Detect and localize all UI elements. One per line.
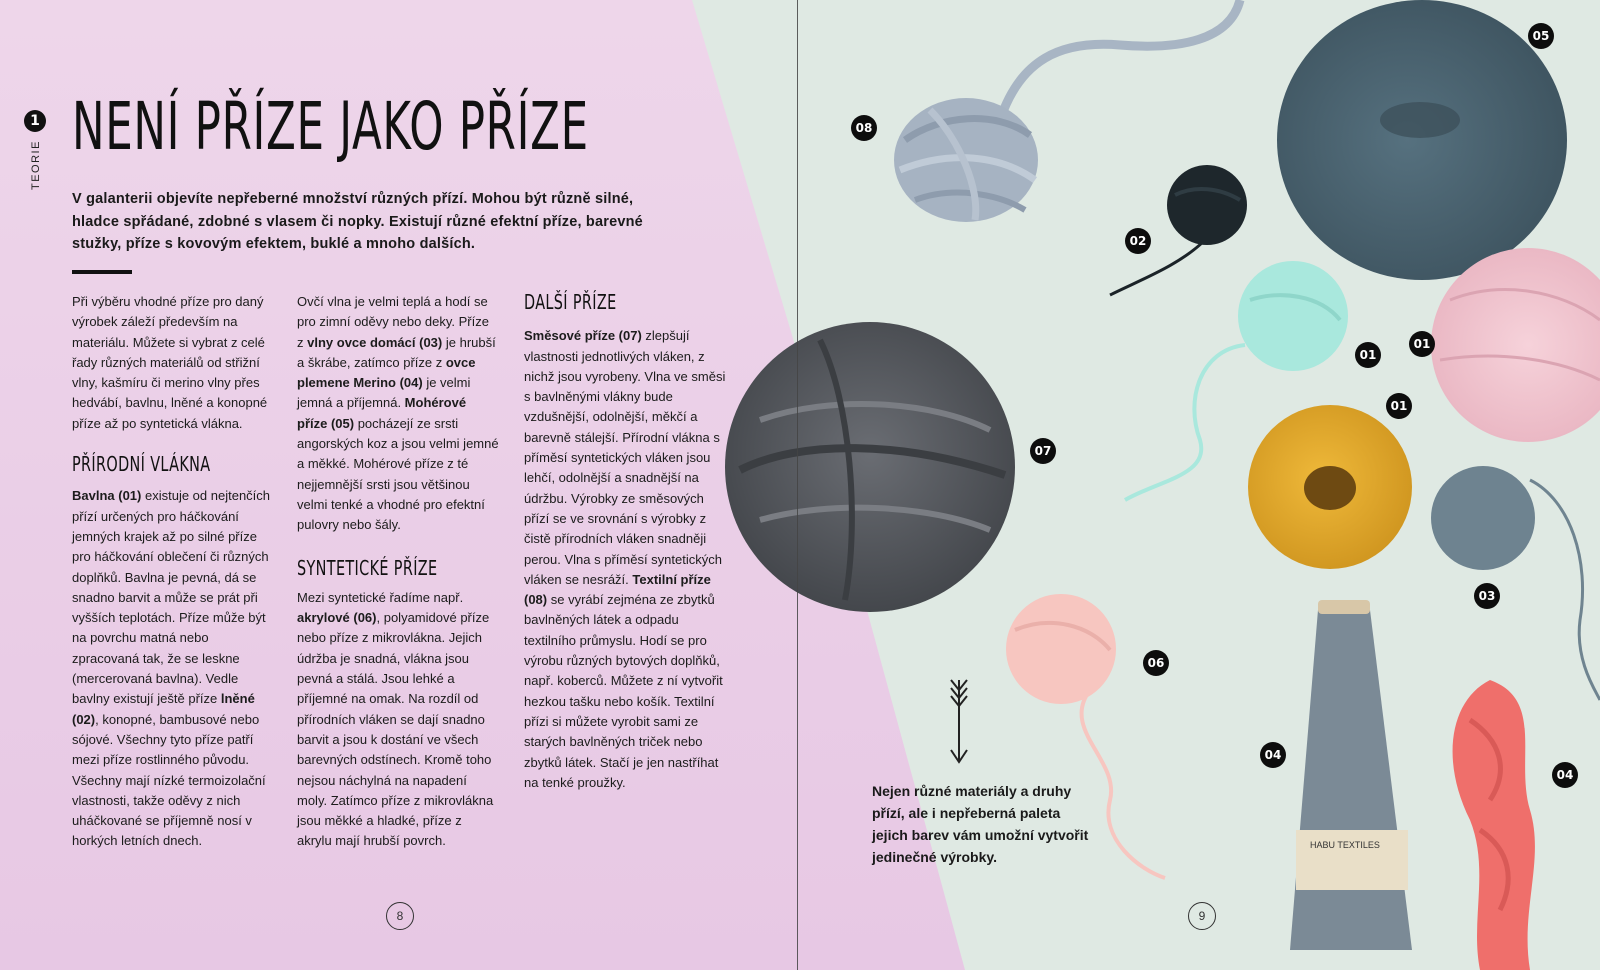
- text-span: zlepšují vlastnosti jednotlivých vláken, z nichž jsou vyrobeny. Vlna ve směsi s bavlněnými vlákny bude vzdušnější, odolnější, měkčí a barevně stálejší. Přírodní vlákna s příměsí syntetických vláken jsou lehčí, odolnější a snadnější na údržbu. Výrobky ze směsových přízí se ve srovnání s výrobky z čistě přírodních vláken snadněji perou. Vlna s příměsí syntetických vláken se nesráží.: [524, 328, 726, 587]
- cone-label: HABU TEXTILES: [1310, 840, 1380, 850]
- book-gutter: [797, 0, 798, 970]
- term-acrylic: akrylové (06): [297, 610, 377, 626]
- chapter-tab: [24, 110, 50, 190]
- page-title: NENÍ PŘÍZE JAKO PŘÍZE: [72, 88, 589, 165]
- term-merino: ovce plemene Merino (04): [297, 354, 476, 391]
- heading-natural-fibers: PŘÍRODNÍ VLÁKNA: [72, 452, 211, 477]
- page-number-right: 9: [1188, 902, 1216, 930]
- yarn-label: 08: [851, 115, 877, 141]
- yarn-label: 01: [1409, 331, 1435, 357]
- other-yarns-paragraph: [524, 326, 726, 793]
- text-span: Ovčí vlna je velmi teplá a hodí se pro zimní oděvy nebo deky. Příze z: [297, 294, 489, 350]
- title-rule: [72, 270, 132, 274]
- text-span: existuje od nejtenčích přízí určených pro háčkování jemných krajek až po silné příze pro háčkování oblečení či různých doplňků. Bavlna je pevná, dá se snadno barvit a může se prát při vyšších teplotách. Příze může být na povrchu matná nebo zpracovaná tak, že se leskne (mercerovaná bavlna). Vedle bavlny existují ještě příze: [72, 488, 271, 707]
- yarn-01-mustard: [1248, 405, 1412, 569]
- term-mohair: Mohérové příze (05): [297, 395, 467, 431]
- text-column-3: [524, 292, 726, 793]
- yarn-label: 03: [1474, 583, 1500, 609]
- page-number-left: 8: [386, 902, 414, 930]
- intro-paragraph: V galanterii objevíte nepřeberné množství různých přízí. Mohou být různě silné, hladce spřádané, zdobné s vlasem či nopky. Existují různé efektní příze, barevné stužky, příze s kovovým efektem, buklé a mnoho dalších.: [72, 191, 643, 252]
- heading-other-yarns: DALŠÍ PŘÍZE: [524, 290, 617, 314]
- wool-paragraph: [297, 292, 499, 536]
- yarn-label: 04: [1260, 742, 1286, 768]
- text-span: , konopné, bambusové nebo sójové. Všechny tyto příze patří mezi příze rostlinného původu. Všechny mají nízké termoizolační vlastnosti, takže oděvy z nich uháčkované se příjemně nosí v horkých letních dnech.: [72, 711, 266, 849]
- yarn-label: 04: [1552, 762, 1578, 788]
- text-span: pocházejí ze srsti angorských koz a jsou velmi jemné a měkké. Mohérové příze z té nejjemnější srsti jsou většinou velmi tenké a vhodné pro efektní pulovry nebo šály.: [297, 415, 499, 533]
- photo-caption: Nejen různé materiály a druhy přízí, ale i nepřeberná paleta jejich barev vám umožní vytvořit jedinečné výrobky.: [872, 783, 1089, 865]
- text-span: , polyamidové příze nebo příze z mikrovlákna. Jejich údržba je snadná, vlákna jsou pevná a stálá. Jsou lehké a příjemné na omak. Na rozdíl od přírodních vláken se dají snadno barvit a jsou k dostání ve všech barevných odstínech. Kromě toho nejsou náchylná na napadení moly. Zatímco příze z mikrovlákna jsou měkké a hladké, příze z akrylu mají hrubší povrch.: [297, 610, 494, 849]
- yarn-label: 06: [1143, 650, 1169, 676]
- chapter-label: TEORIE: [30, 140, 42, 190]
- yarn-label: 05: [1528, 23, 1554, 49]
- text-span: Mezi syntetické řadíme např.: [297, 589, 464, 605]
- text-span: se vyrábí zejména ze zbytků bavlněných látek a odpadu textilního průmyslu. Hodí se pro výrobu různých bytových doplňků, např. koberců. Můžete z ní vytvořit hezkou tašku nebo košík. Textilní přízi si můžete vyrobit sami ze starých bavlněných triček nebo zbytků látek. Stačí je jen nastříhat na tenké proužky.: [524, 592, 723, 790]
- yarn-label: 07: [1030, 438, 1056, 464]
- text-column-2: [297, 292, 499, 852]
- yarn-label: 01: [1355, 342, 1381, 368]
- term-domestic-wool: vlny ovce domácí (03): [307, 334, 443, 350]
- term-cotton: Bavlna (01): [72, 488, 142, 504]
- natural-fibers-paragraph: [72, 486, 274, 851]
- text-span: je hrubší a škrábe, zatímco příze z: [297, 334, 496, 370]
- text-column-1: [72, 292, 274, 852]
- column-1-paragraph: Při výběru vhodné příze pro daný výrobek záleží především na materiálu. Můžete si vybrat z celé řady různých materiálů od střižní vlny, kašmíru či merino vlny přes hedvábí, bavlnu, lněné a konopné příze až po syntetická vlákna.: [72, 294, 268, 431]
- synthetic-paragraph: [297, 588, 499, 852]
- heading-synthetic: SYNTETICKÉ PŘÍZE: [297, 555, 438, 580]
- yarn-05-mohair: [1277, 0, 1567, 280]
- yarn-07-charcoal: [725, 322, 1015, 612]
- term-blended: Směsové příze (07): [524, 328, 642, 344]
- term-textile: Textilní příze (08): [524, 571, 711, 608]
- term-linen: lněné (02): [72, 691, 255, 727]
- chapter-number: 1: [24, 110, 46, 132]
- yarn-label: 02: [1125, 228, 1151, 254]
- yarn-label: 01: [1386, 393, 1412, 419]
- text-span: je velmi jemná a příjemná.: [297, 375, 471, 411]
